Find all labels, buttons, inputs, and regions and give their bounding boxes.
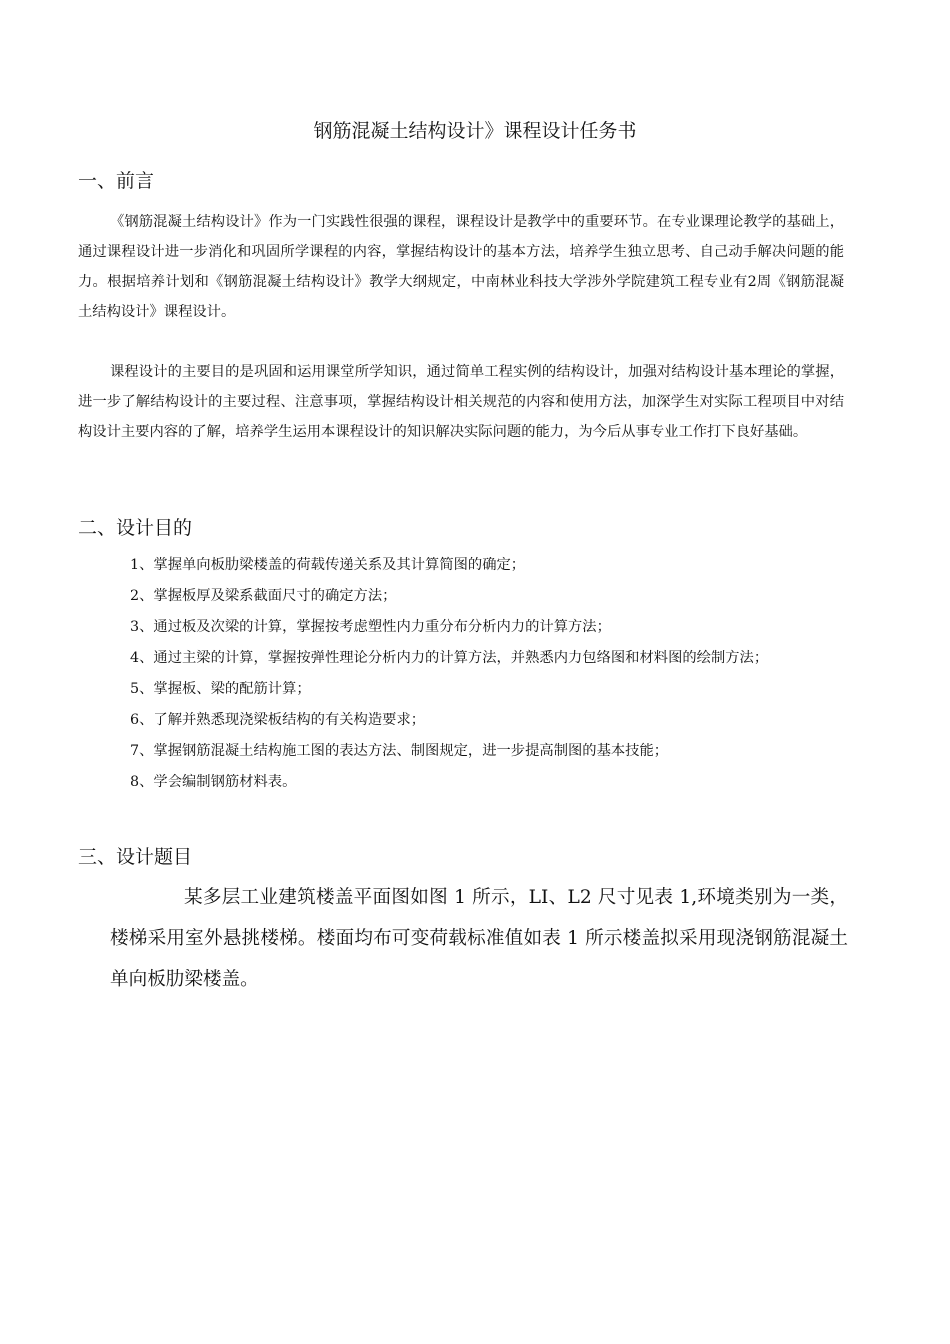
preface-paragraph-2: 课程设计的主要目的是巩固和运用课堂所学知识，通过简单工程实例的结构设计，加强对结构设计基本理论的掌握，进一步了解结构设计的主要过程、注意事项，掌握结构设计相关规范的内容和使用方法，加深学生对实际工程项目中对结构设计主要内容的了解，培养学生运用本课程设计的知识解决实际问题的能力，为今后从事专业工作打下良好基础。 [78,364,844,440]
goal-item-5: 5、掌握板、梁的配筋计算； [130,681,311,697]
goals-heading: 二、设计目的 [78,517,193,539]
document-title: 钢筋混凝土结构设计》课程设计任务书 [313,120,637,142]
task-paragraph: 某多层工业建筑楼盖平面图如图 1 所示，LI、L2 尺寸见表 1,环境类别为一类，楼梯采用室外悬挑楼梯。楼面均布可变荷载标准值如表 1 所示楼盖拟采用现浇钢筋混凝土单向板肋梁楼盖。 [110,887,848,990]
task-heading: 三、设计题目 [78,846,193,868]
goal-item-7: 7、掌握钢筋混凝土结构施工图的表达方法、制图规定，进一步提高制图的基本技能； [130,743,669,759]
goal-item-3: 3、通过板及次梁的计算，掌握按考虑塑性内力重分布分析内力的计算方法； [130,619,611,635]
goal-item-4: 4、通过主梁的计算，掌握按弹性理论分析内力的计算方法，并熟悉内力包络图和材料图的绘制方法； [130,650,769,666]
preface-heading: 一、前言 [78,170,155,192]
goal-item-8: 8、学会编制钢筋材料表。 [130,774,297,790]
goal-item-1: 1、掌握单向板肋梁楼盖的荷载传递关系及其计算简图的确定； [130,557,526,573]
goal-item-6: 6、了解并熟悉现浇梁板结构的有关构造要求； [130,712,426,728]
preface-paragraph-1: 《钢筋混凝土结构设计》作为一门实践性很强的课程，课程设计是教学中的重要环节。在专业课理论教学的基础上，通过课程设计进一步消化和巩固所学课程的内容，掌握结构设计的基本方法，培养学生独立思考、自己动手解决问题的能力。根据培养计划和《钢筋混凝土结构设计》教学大纲规定，中南林业科技大学涉外学院建筑工程专业有2周《钢筋混凝土结构设计》课程设计。 [78,214,844,320]
goals-list [130,550,846,798]
goal-item-2: 2、掌握板厚及梁系截面尺寸的确定方法； [130,588,397,604]
